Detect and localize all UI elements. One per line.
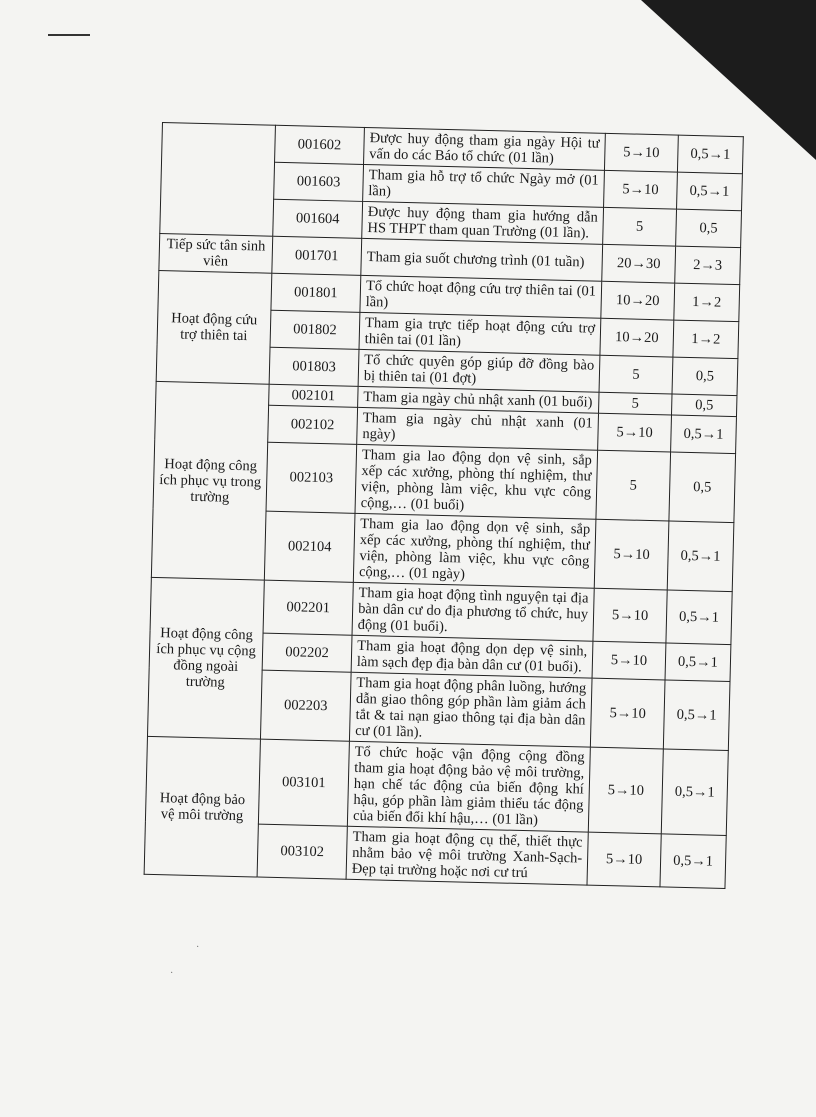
activity-description-cell: Tham gia hoạt động cụ thể, thiết thực nhằm bảo vệ môi trường Xanh-Sạch-Đẹp tại trường hoặc nơi cư trú <box>346 826 588 885</box>
activity-description-cell: Tham gia suốt chương trình (01 tuần) <box>361 238 603 281</box>
activity-code-cell: 002203 <box>260 670 351 741</box>
activity-code-cell: 002101 <box>269 384 358 407</box>
activity-group-cell: Hoạt động công ích phục vụ trong trường <box>151 381 269 580</box>
activity-description-cell: Tham gia ngày chủ nhật xanh (01 ngày) <box>357 407 599 450</box>
activity-code-cell: 002102 <box>268 405 358 444</box>
activity-score-table <box>144 122 744 889</box>
credit-range-cell: 0,5 <box>671 394 736 417</box>
credit-range-cell: 2→3 <box>675 246 741 285</box>
credit-range-cell: 0,5→1 <box>677 172 743 211</box>
activity-group-cell <box>160 123 276 237</box>
score-range-cell: 5→10 <box>604 170 678 209</box>
activity-code-cell: 001603 <box>274 162 364 201</box>
activity-description-cell: Tham gia lao động dọn vệ sinh, sắp xếp các xưởng, phòng thí nghiệm, thư viện, phòng làm việc, khu vực công cộng,… (01 ngày) <box>353 513 596 588</box>
activity-group-cell: Hoạt động công ích phục vụ cộng đồng ngoài trường <box>147 577 264 739</box>
activity-code-cell: 001604 <box>273 199 363 238</box>
score-range-cell: 10→20 <box>600 318 674 357</box>
score-range-cell: 5→10 <box>604 133 678 172</box>
activity-description-cell: Tổ chức quyên góp giúp đỡ đồng bào bị thiên tai (01 đợt) <box>358 349 600 392</box>
activity-code-cell: 001801 <box>271 273 361 312</box>
credit-range-cell: 0,5→1 <box>663 680 730 751</box>
activity-description-cell: Tham gia hoạt động tình nguyện tại địa bàn dân cư do địa phương tổ chức, huy động (01 buổi). <box>352 582 594 641</box>
activity-description-cell: Tổ chức hoặc vận động cộng đồng tham gia hoạt động bảo vệ môi trường, hạn chế tác động của biến động khí hậu, góp phần làm giảm thiểu tác động của biến đổi khí hậu,… (01 lần) <box>347 741 590 832</box>
activity-group-cell: Tiếp sức tân sinh viên <box>159 233 273 273</box>
activity-table-body <box>144 123 743 889</box>
score-range-cell: 5 <box>599 355 673 394</box>
activity-description-cell: Tham gia ngày chủ nhật xanh (01 buổi) <box>358 386 599 413</box>
credit-range-cell: 0,5→1 <box>660 834 726 889</box>
credit-range-cell: 0,5→1 <box>667 521 734 592</box>
score-range-cell: 5→10 <box>598 413 672 452</box>
scan-speck: · <box>196 942 200 953</box>
score-range-cell: 5→10 <box>588 747 663 834</box>
credit-range-cell: 0,5→1 <box>671 415 737 454</box>
credit-range-cell: 0,5 <box>669 452 736 523</box>
table-row <box>145 736 728 835</box>
credit-range-cell: 0,5→1 <box>661 749 728 836</box>
score-range-cell: 5 <box>603 207 677 246</box>
activity-code-cell: 002201 <box>263 580 353 635</box>
activity-table-container <box>144 122 744 889</box>
margin-mark <box>48 34 90 36</box>
activity-code-cell: 001803 <box>269 347 359 386</box>
score-range-cell: 5→10 <box>594 519 669 590</box>
credit-range-cell: 1→2 <box>673 320 739 359</box>
activity-description-cell: Tham gia hoạt động phân luồng, hướng dẫn giao thông góp phần làm giảm ách tắt & tai nạn giao thông tại địa bàn dân cư (01 lần). <box>349 672 592 747</box>
credit-range-cell: 0,5 <box>672 357 738 396</box>
score-range-cell: 20→30 <box>602 244 676 283</box>
activity-description-cell: Tham gia hỗ trợ tổ chức Ngày mở (01 lần) <box>363 164 605 207</box>
activity-code-cell: 001602 <box>275 125 365 164</box>
score-range-cell: 10→20 <box>601 281 675 320</box>
activity-group-cell: Hoạt động bảo vệ môi trường <box>144 736 260 877</box>
activity-group-cell: Hoạt động cứu trợ thiên tai <box>156 270 272 384</box>
activity-description-cell: Tham gia lao động dọn vệ sinh, sắp xếp các xưởng, phòng thí nghiệm, thư viện, phòng làm việc, khu vực công cộng,… (01 buổi) <box>355 444 598 519</box>
activity-description-cell: Tổ chức hoạt động cứu trợ thiên tai (01 lần) <box>360 275 602 318</box>
activity-code-cell: 001802 <box>270 310 360 349</box>
score-range-cell: 5→10 <box>590 678 665 749</box>
activity-description-cell: Tham gia hoạt động dọn dẹp vệ sinh, làm sạch đẹp địa bàn dân cư (01 buổi). <box>351 635 593 678</box>
credit-range-cell: 0,5→1 <box>677 135 743 174</box>
activity-code-cell: 002202 <box>262 633 352 672</box>
activity-description-cell: Được huy động tham gia hướng dẫn HS THPT tham quan Trường (01 lần). <box>362 201 604 244</box>
credit-range-cell: 1→2 <box>674 283 740 322</box>
activity-code-cell: 002103 <box>266 442 357 513</box>
score-range-cell: 5→10 <box>592 641 666 680</box>
score-range-cell: 5→10 <box>587 832 661 887</box>
activity-code-cell: 001701 <box>272 236 362 275</box>
score-range-cell: 5 <box>596 450 671 521</box>
activity-code-cell: 003101 <box>258 739 349 826</box>
activity-description-cell: Được huy động tham gia ngày Hội tư vấn do các Báo tổ chức (01 lần) <box>364 127 606 170</box>
activity-code-cell: 003102 <box>257 824 347 879</box>
activity-description-cell: Tham gia trực tiếp hoạt động cứu trợ thiên tai (01 lần) <box>359 312 601 355</box>
score-range-cell: 5 <box>599 392 672 415</box>
score-range-cell: 5→10 <box>593 588 667 643</box>
activity-code-cell: 002104 <box>264 511 355 582</box>
scan-speck: · <box>170 968 174 979</box>
credit-range-cell: 0,5→1 <box>665 643 731 682</box>
credit-range-cell: 0,5 <box>676 209 742 248</box>
credit-range-cell: 0,5→1 <box>666 590 732 645</box>
